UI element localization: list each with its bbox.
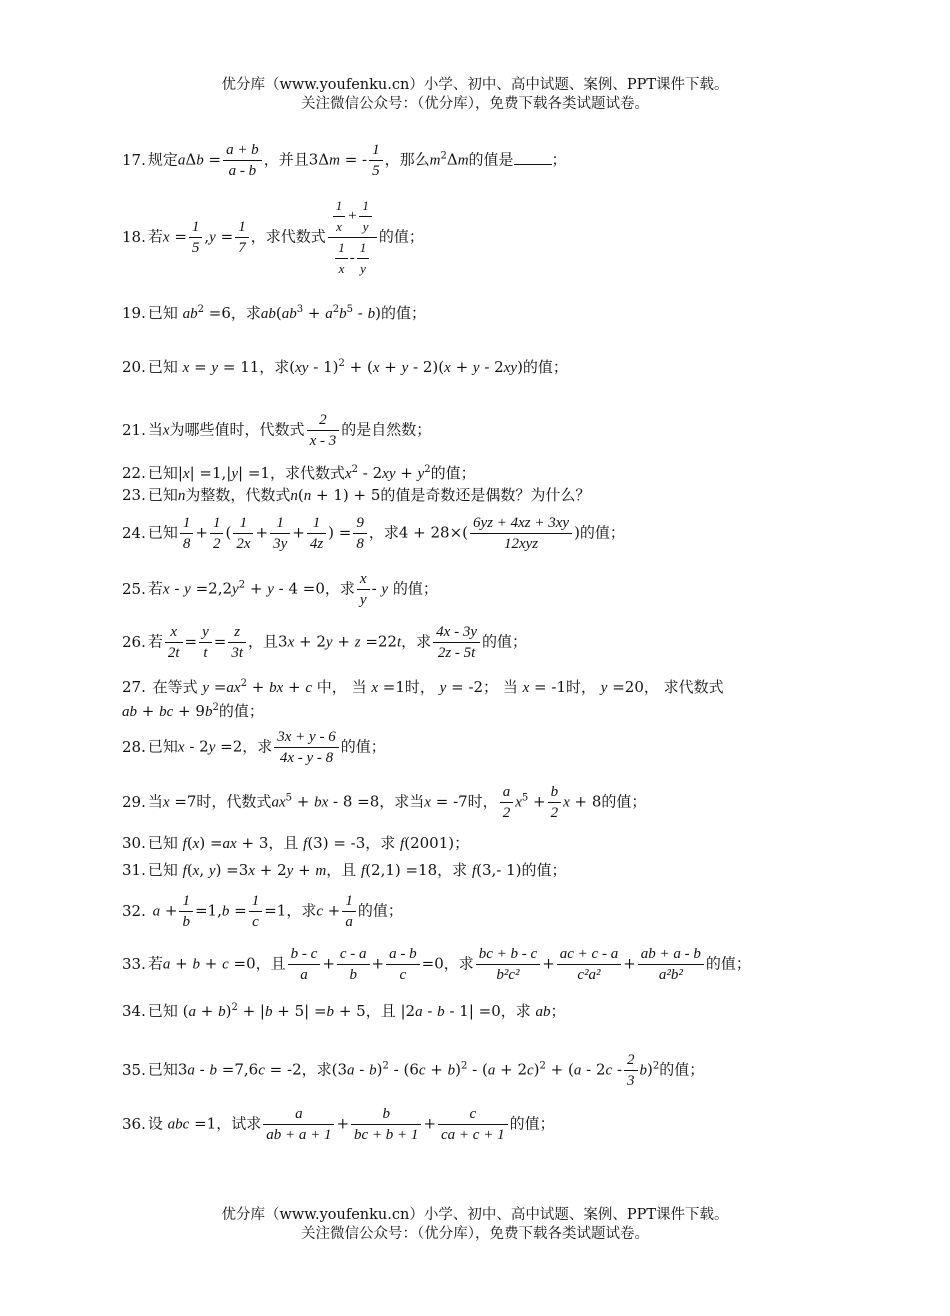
problem-number: 17. — [122, 150, 146, 169]
problem-24: 24. 已知 $\frac{1}{8}$ + $\frac{1}{2}$ ( $\frac{1}{2x}$ + $\frac{1}{3y}$ + $\frac{1}{4z}$ ) = $\frac{9}{8}$ ，求4 + 28×( $\frac{6yz + 4xz + 3xy}{\text{12xyz}}$ )的值； — [122, 515, 625, 552]
problem-35: 35. 已知3a - b =7,6c = -2，求$(3a - b)^2 - (6c + b)^2 - (a + 2c)^2 + (a - 2c$ - $\frac{2}{3}$ b)$^2$的值； — [122, 1052, 705, 1089]
problem-27: 27. 在等式 $y =ax^2$ + bx + c 中， 当 x =1时， y = -2； 当 x = -1时， y =20， 求代数式 ab + bc + $9b^2$的值； — [122, 678, 724, 720]
problem-number: 21. — [122, 420, 146, 439]
problem-22: 22. 已知|x| =1,|y| =1，求代数式$x^2 - 2xy + y^2$的值； — [122, 464, 476, 482]
problem-number: 26. — [122, 632, 146, 651]
footer-banner — [0, 1206, 950, 1244]
problem-31: 31. 已知 f(x, y) =3x + 2y + m，且 f(2,1) =18，求 f(3,- 1)的值； — [122, 861, 567, 879]
problem-number: 29. — [122, 792, 146, 811]
problem-23: 23. 已知n为整数，代数式n(n + 1) + 5的值是奇数还是偶数？为什么？ — [122, 486, 591, 504]
header-banner — [0, 76, 950, 114]
problem-number: 24. — [122, 523, 146, 542]
problem-25: 25. 若$x - y =2,2y^2 + y - 4 =0$，求 $\frac{x}{y}$ - y 的值； — [122, 571, 438, 608]
problem-29: 29. 当x =7时，代数式$ax^5$ + bx - 8 =8，求当x = -7时， $\frac{a}{2}$ $x^5$ + $\frac{b}{2}$ x + 8的值； — [122, 784, 647, 821]
problem-number: 23. — [122, 486, 146, 504]
problem-number: 30. — [122, 834, 146, 852]
problem-33: 33. 若a + b + c =0，且 $\frac{b - c}{a}$ + $\frac{c - a}{b}$ + $\frac{a - b}{c}$ =0，求 $\frac{bc + b - c}{\text{b²c²}}$ + $\frac{ac + c - a}{\text{c²a²}}$ + $\frac{ab + a - b}{\text{a²b²}}$ 的值； — [122, 946, 751, 983]
header-line-1: 优分库（www.youfenku.cn）小学、初中、高中试题、案例、PPT课件下载。 — [221, 77, 729, 93]
problem-17: 17. 规定aΔb = $\frac{a + b}{a - b}$ ，并且3Δm = - $\frac{1}{5}$ ，那么$m^2\Delta m$的值是 ； — [122, 142, 567, 179]
problem-30: 30. 已知 f(x) =ax + 3，且 f(3) = -3，求 f(2001)； — [122, 834, 470, 852]
problem-number: 36. — [122, 1114, 146, 1133]
footer-line-2: 关注微信公众号：（优分库），免费下载各类试题试卷。 — [301, 1226, 649, 1242]
problem-number: 27. — [122, 678, 146, 696]
problem-number: 34. — [122, 1002, 146, 1020]
problem-34: 34. 已知 $(a + b)^2 + |b + 5| =b + 5$，且 |2a - b - 1| =0，求 ab； — [122, 1002, 566, 1020]
problem-number: 28. — [122, 737, 146, 756]
problem-21: 21. 当x为哪些值时，代数式 $\frac{2}{x - 3}$ 的是自然数； — [122, 412, 432, 449]
problem-32: 32. a + $\frac{1}{b}$ =1,b = $\frac{1}{c}$ =1，求c + $\frac{1}{a}$ 的值； — [122, 893, 403, 930]
problem-number: 20. — [122, 358, 146, 376]
problem-number: 35. — [122, 1060, 146, 1079]
problem-19: 19. 已知 $ab^2 =6$，求$ab(ab^3 + a^2b^5 - b)$的值； — [122, 304, 426, 322]
problem-number: 25. — [122, 579, 146, 598]
problem-number: 22. — [122, 464, 146, 482]
problem-28: 28. 已知x - 2y =2，求 $\frac{3x + y - 6}{4x - y - 8}$ 的值； — [122, 729, 386, 766]
footer-line-1: 优分库（www.youfenku.cn）小学、初中、高中试题、案例、PPT课件下载。 — [221, 1207, 729, 1223]
problem-36: 36. 设 abc =1，试求 $\frac{a}{ab + a + 1}$ + $\frac{b}{bc + b + 1}$ + $\frac{c}{ca + c + 1}$ 的值； — [122, 1106, 555, 1143]
problem-number: 19. — [122, 304, 146, 322]
problem-number: 33. — [122, 954, 146, 973]
problem-number: 32. — [122, 901, 146, 920]
problem-26: 26. 若 $\frac{x}{2t}$ = $\frac{y}{t}$ = $\frac{z}{3t}$ ，且3x + 2y + z =22t，求 $\frac{4x - 3y}{2z - 5t}$ 的值； — [122, 624, 527, 661]
problem-number: 31. — [122, 861, 146, 879]
problem-20: 20. 已知 x = y = 11，求(xy - 1)$^2$ + (x + y - 2)(x + y - 2xy)的值； — [122, 358, 568, 376]
problem-18: 18. 若x = $\frac{1}{5}$ ,y = $\frac{1}{7}$ ，求代数式 $\frac{1}{x}$ + $\frac{1}{y}$ $\frac{1}{x}$ - $\frac{1}{y}$ 的值； — [122, 198, 424, 276]
header-line-2: 关注微信公众号：（优分库），免费下载各类试题试卷。 — [301, 96, 649, 112]
problem-number: 18. — [122, 227, 146, 246]
